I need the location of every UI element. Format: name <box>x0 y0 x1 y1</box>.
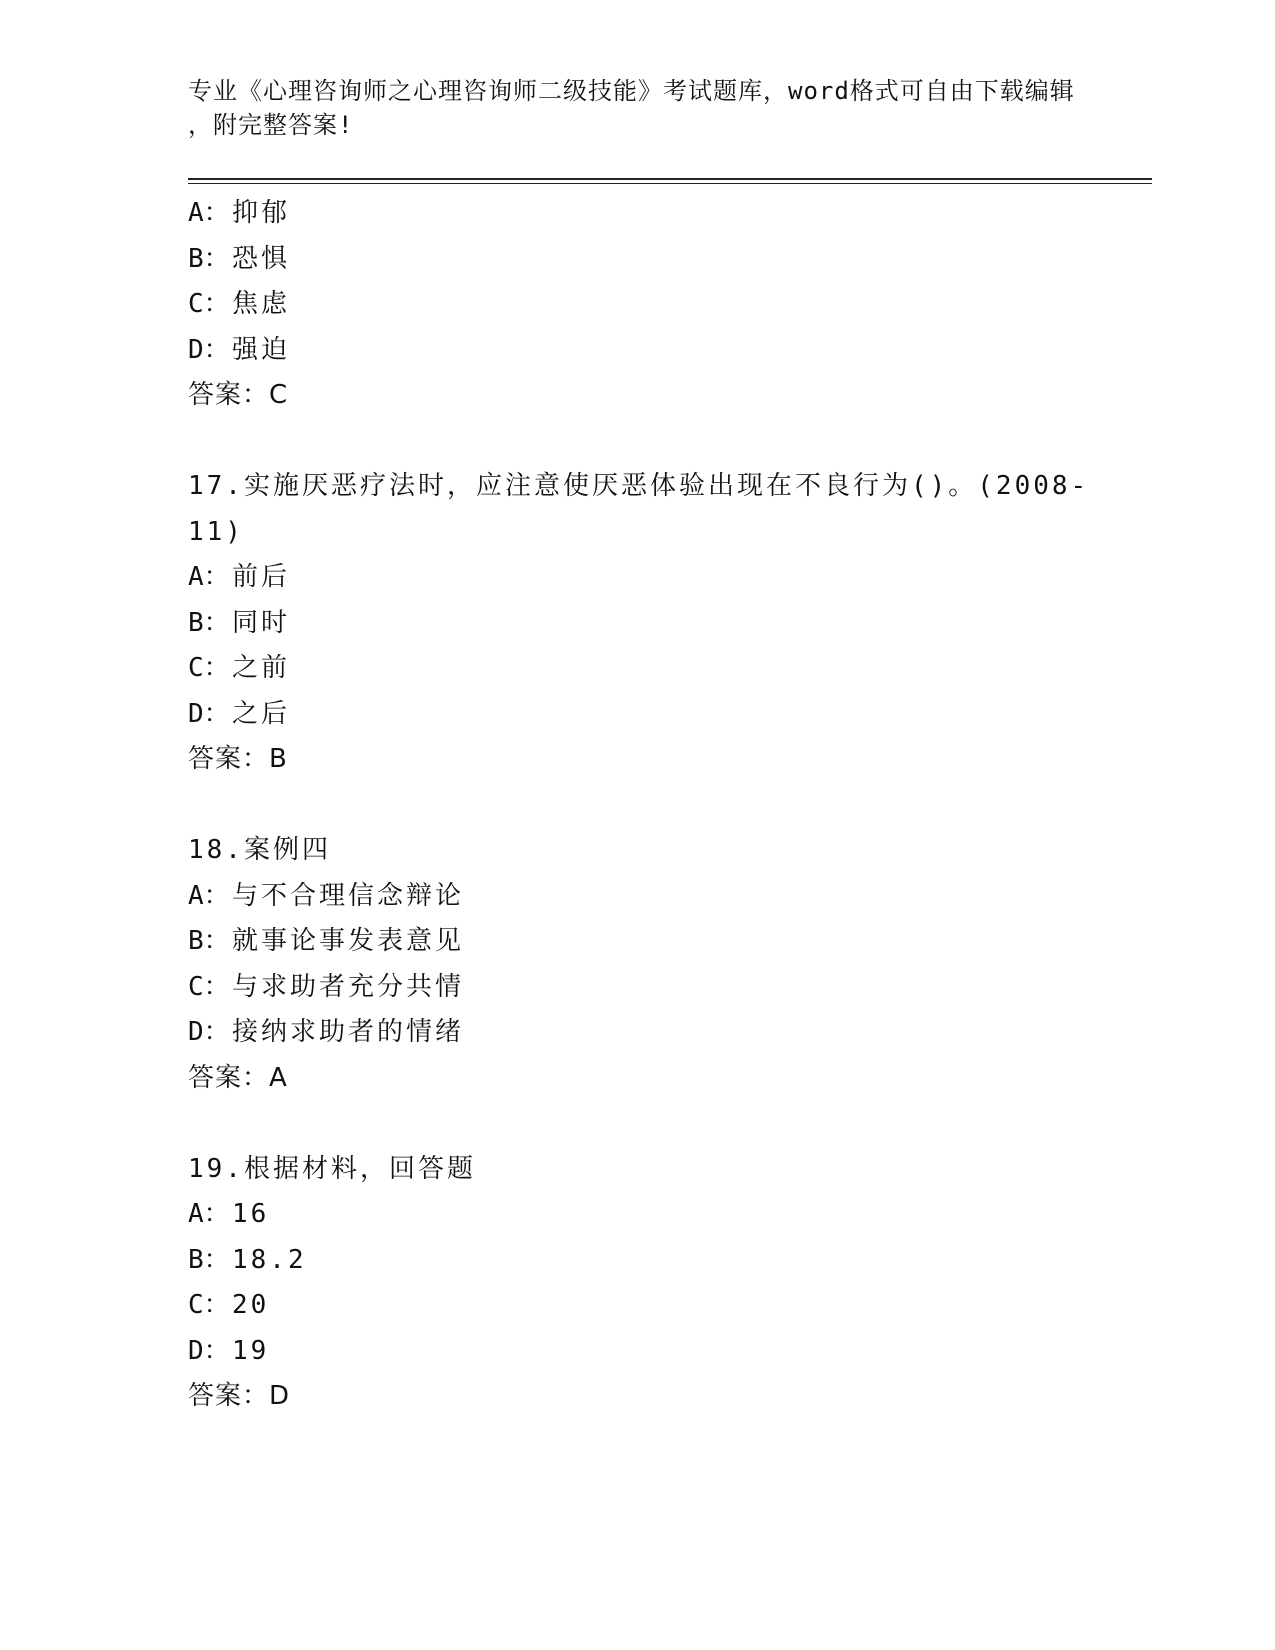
answer-line: 答案：A <box>188 1062 288 1093</box>
option-d <box>188 692 1128 738</box>
spacer <box>188 419 1128 465</box>
option-text: 抑郁 <box>232 198 291 228</box>
option-text: 恐惧 <box>232 243 291 274</box>
option-d <box>188 1329 1128 1375</box>
option-label: C： <box>188 971 230 1002</box>
option-label: A： <box>188 880 230 911</box>
option-label: D： <box>188 698 230 729</box>
option-text: 20 <box>232 1290 270 1320</box>
answer-line: 答案：D <box>188 1381 291 1411</box>
option-a <box>188 191 1128 237</box>
option-label: C： <box>188 1290 230 1320</box>
question-stem: 18.案例四 <box>188 835 331 865</box>
option-label: A： <box>188 1199 230 1229</box>
option-text: 同时 <box>232 607 291 638</box>
question-stem-continued: 11) <box>188 516 244 547</box>
option-c <box>188 282 1128 328</box>
option-text: 与求助者充分共情 <box>232 971 465 1002</box>
question-list <box>188 191 1128 1420</box>
option-text: 18.2 <box>232 1244 307 1275</box>
option-text: 焦虑 <box>232 289 291 319</box>
option-text: 强迫 <box>232 334 291 365</box>
option-label: C： <box>188 289 230 319</box>
option-label: D： <box>188 334 230 365</box>
option-c <box>188 646 1128 692</box>
option-text: 接纳求助者的情绪 <box>232 1017 465 1047</box>
option-label: D： <box>188 1335 230 1366</box>
option-label: B： <box>188 926 230 956</box>
option-text: 16 <box>232 1199 270 1229</box>
answer-line: 答案：C <box>188 380 289 410</box>
spacer <box>188 783 1128 829</box>
option-a <box>188 874 1128 920</box>
question-17 <box>188 464 1128 783</box>
option-label: B： <box>188 607 230 638</box>
answer-line: 答案：B <box>188 744 288 774</box>
option-label: C： <box>188 653 230 683</box>
option-a <box>188 555 1128 601</box>
option-a <box>188 1192 1128 1238</box>
option-text: 就事论事发表意见 <box>232 926 465 956</box>
option-text: 与不合理信念辩论 <box>232 880 465 911</box>
option-label: A： <box>188 562 230 592</box>
option-text: 前后 <box>232 562 291 592</box>
question-stem: 19.根据材料，回答题 <box>188 1153 476 1184</box>
question-16 <box>188 191 1128 419</box>
option-label: B： <box>188 243 230 274</box>
option-text: 之前 <box>232 653 291 683</box>
option-b <box>188 919 1128 965</box>
document-header <box>188 74 1088 142</box>
option-b <box>188 1238 1128 1284</box>
option-d <box>188 1010 1128 1056</box>
option-label: B： <box>188 1244 230 1275</box>
question-19 <box>188 1147 1128 1420</box>
question-stem: 17.实施厌恶疗法时，应注意使厌恶体验出现在不良行为()。(2008- <box>188 471 1090 501</box>
header-divider <box>188 178 1152 184</box>
spacer <box>188 1101 1128 1147</box>
question-18 <box>188 828 1128 1101</box>
header-line-1: 专业《心理咨询师之心理咨询师二级技能》考试题库，word格式可自由下载编辑 <box>188 77 1075 105</box>
option-text: 19 <box>232 1335 270 1366</box>
option-c <box>188 965 1128 1011</box>
header-line-2: ，附完整答案! <box>188 111 354 139</box>
option-b <box>188 601 1128 647</box>
option-d <box>188 328 1128 374</box>
option-b <box>188 237 1128 283</box>
option-label: D： <box>188 1017 230 1047</box>
option-c <box>188 1283 1128 1329</box>
option-label: A： <box>188 198 230 228</box>
option-text: 之后 <box>232 698 291 729</box>
